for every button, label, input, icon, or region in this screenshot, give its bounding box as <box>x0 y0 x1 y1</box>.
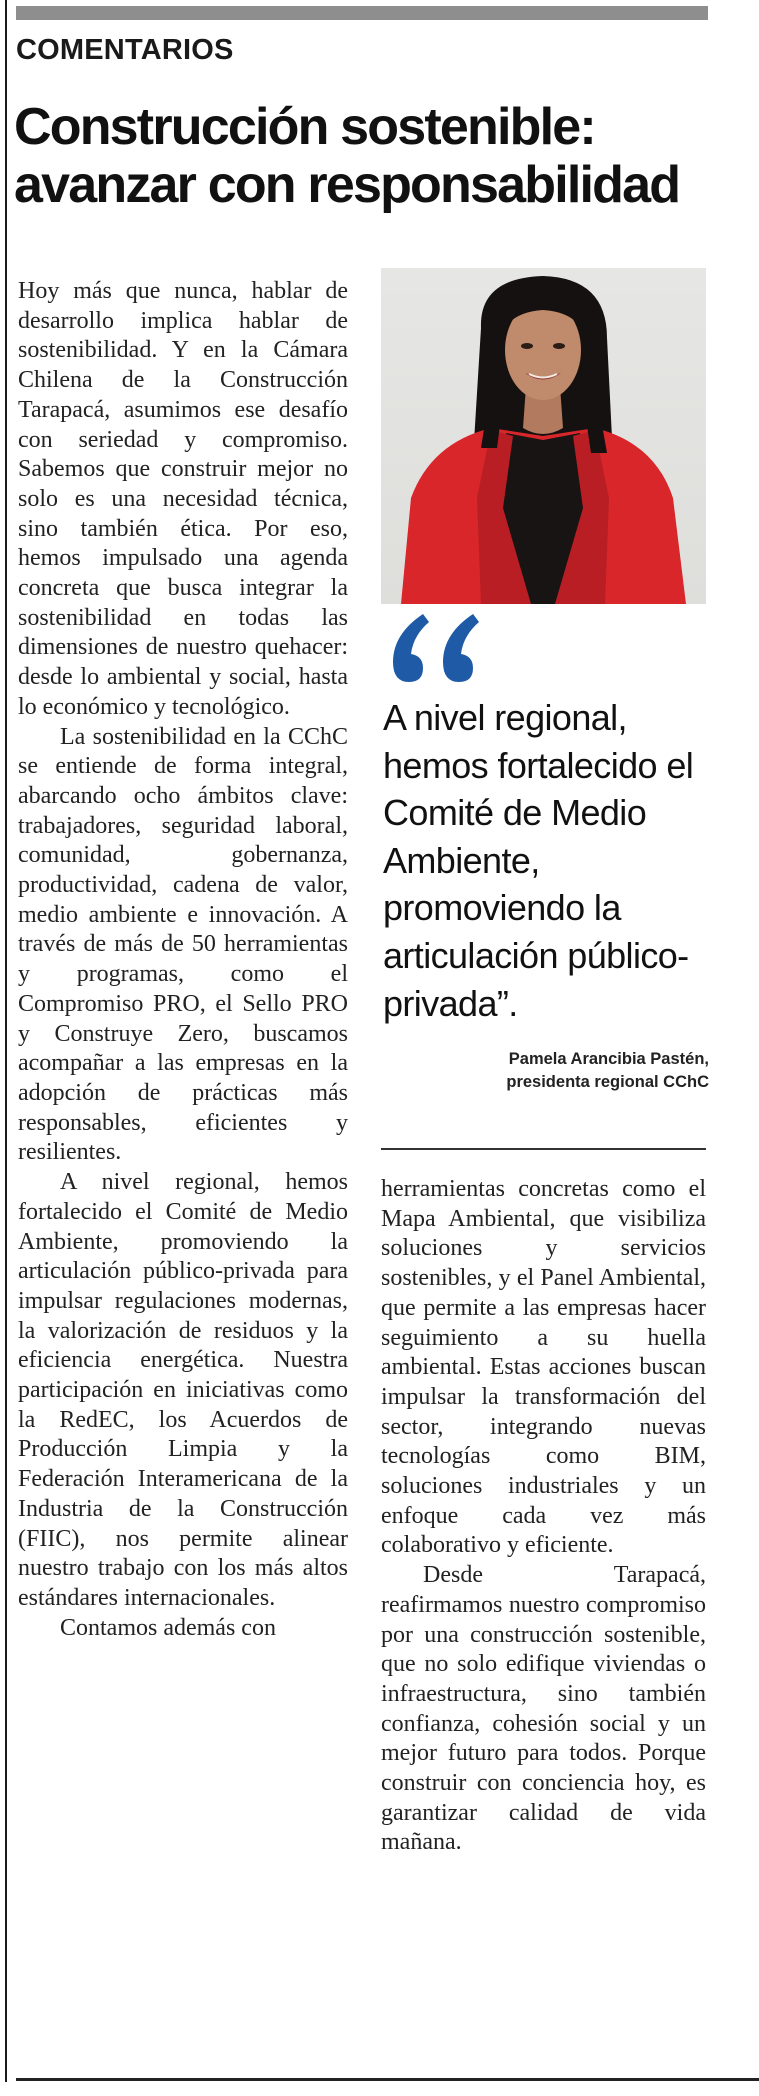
section-label: COMENTARIOS <box>16 34 234 66</box>
body-paragraph-3: A nivel regional, hemos fortalecido el Comité de Medio Ambiente, promoviendo la articulación público-privada para impulsar regulaciones modernas, la valorización de residuos y la eficiencia energética. Nuestra participación en iniciativas como la RedEC, los Acuerdos de Producción Limpia y la Federación Interamericana de la Industria de la Construcción (FIIC), nos permite alinear nuestro trabajo con los más altos estándares internacionales. <box>18 1169 348 1611</box>
column-divider <box>381 1148 706 1150</box>
bottom-rule <box>16 2078 759 2081</box>
body-right-column <box>381 1175 706 1858</box>
author-photo <box>381 268 706 604</box>
pull-quote: A nivel regional, hemos fortalecido el Comité de Medio Ambiente, promoviendo la articulación público-privada”. <box>383 697 694 1024</box>
body-paragraph-1: Hoy más que nunca, hablar de desarrollo implica hablar de sostenibilidad. Y en la Cámara Chilena de la Construcción Tarapacá, asumimos ese desafío con seriedad y compromiso. Sabemos que construir mejor no solo es una necesidad técnica, sino también ética. Por eso, hemos impulsado una agenda concreta que busca integrar la sostenibilidad en todas las dimensiones de nuestro quehacer: desde lo ambiental y social, hasta lo económico y tecnológico. <box>18 278 348 720</box>
author-portrait-illustration <box>381 268 706 604</box>
headline: Construcción sostenible: avanzar con responsabilidad <box>14 98 680 214</box>
body-paragraph-5: herramientas concretas como el Mapa Ambiental, que visibiliza soluciones y servicios sostenibles, y el Panel Ambiental, que permite a las empresas hacer seguimiento a su huella ambiental. Estas acciones buscan impulsar la transformación del sector, integrando nuevas tecnologías como BIM, soluciones industriales y un enfoque cada vez más colaborativo y eficiente. <box>381 1176 706 1559</box>
attribution-role: presidenta regional CChC <box>506 1073 709 1091</box>
attribution-name: Pamela Arancibia Pastén, <box>508 1050 709 1068</box>
body-paragraph-2: La sostenibilidad en la CChC se entiende de forma integral, abarcando ocho ámbitos clave: trabajadores, seguridad laboral, comunidad, gobernanza, productividad, cadena de valor, medio ambiente e innovación. A través de más de 50 herramientas y programas, como el Compromiso PRO, el Sello PRO y Construye Zero, buscamos acompañar a las empresas en la adopción de prácticas más responsables, eficientes y resilientes. <box>18 723 348 1166</box>
top-bar <box>16 6 708 20</box>
open-quote-icon <box>383 606 483 686</box>
body-paragraph-4: Contamos además con <box>60 1614 276 1641</box>
quote-attribution <box>506 1048 709 1094</box>
body-paragraph-6: Desde Tarapacá, reafirmamos nuestro compromiso por una construcción sostenible, que no solo edifique viviendas o infraestructura, sino también confianza, cohesión social y un mejor futuro para todos. Porque construir con conciencia hoy, es garantizar calidad de vida mañana. <box>381 1562 706 1856</box>
body-left-column <box>18 277 348 1643</box>
left-rule <box>5 0 7 2082</box>
